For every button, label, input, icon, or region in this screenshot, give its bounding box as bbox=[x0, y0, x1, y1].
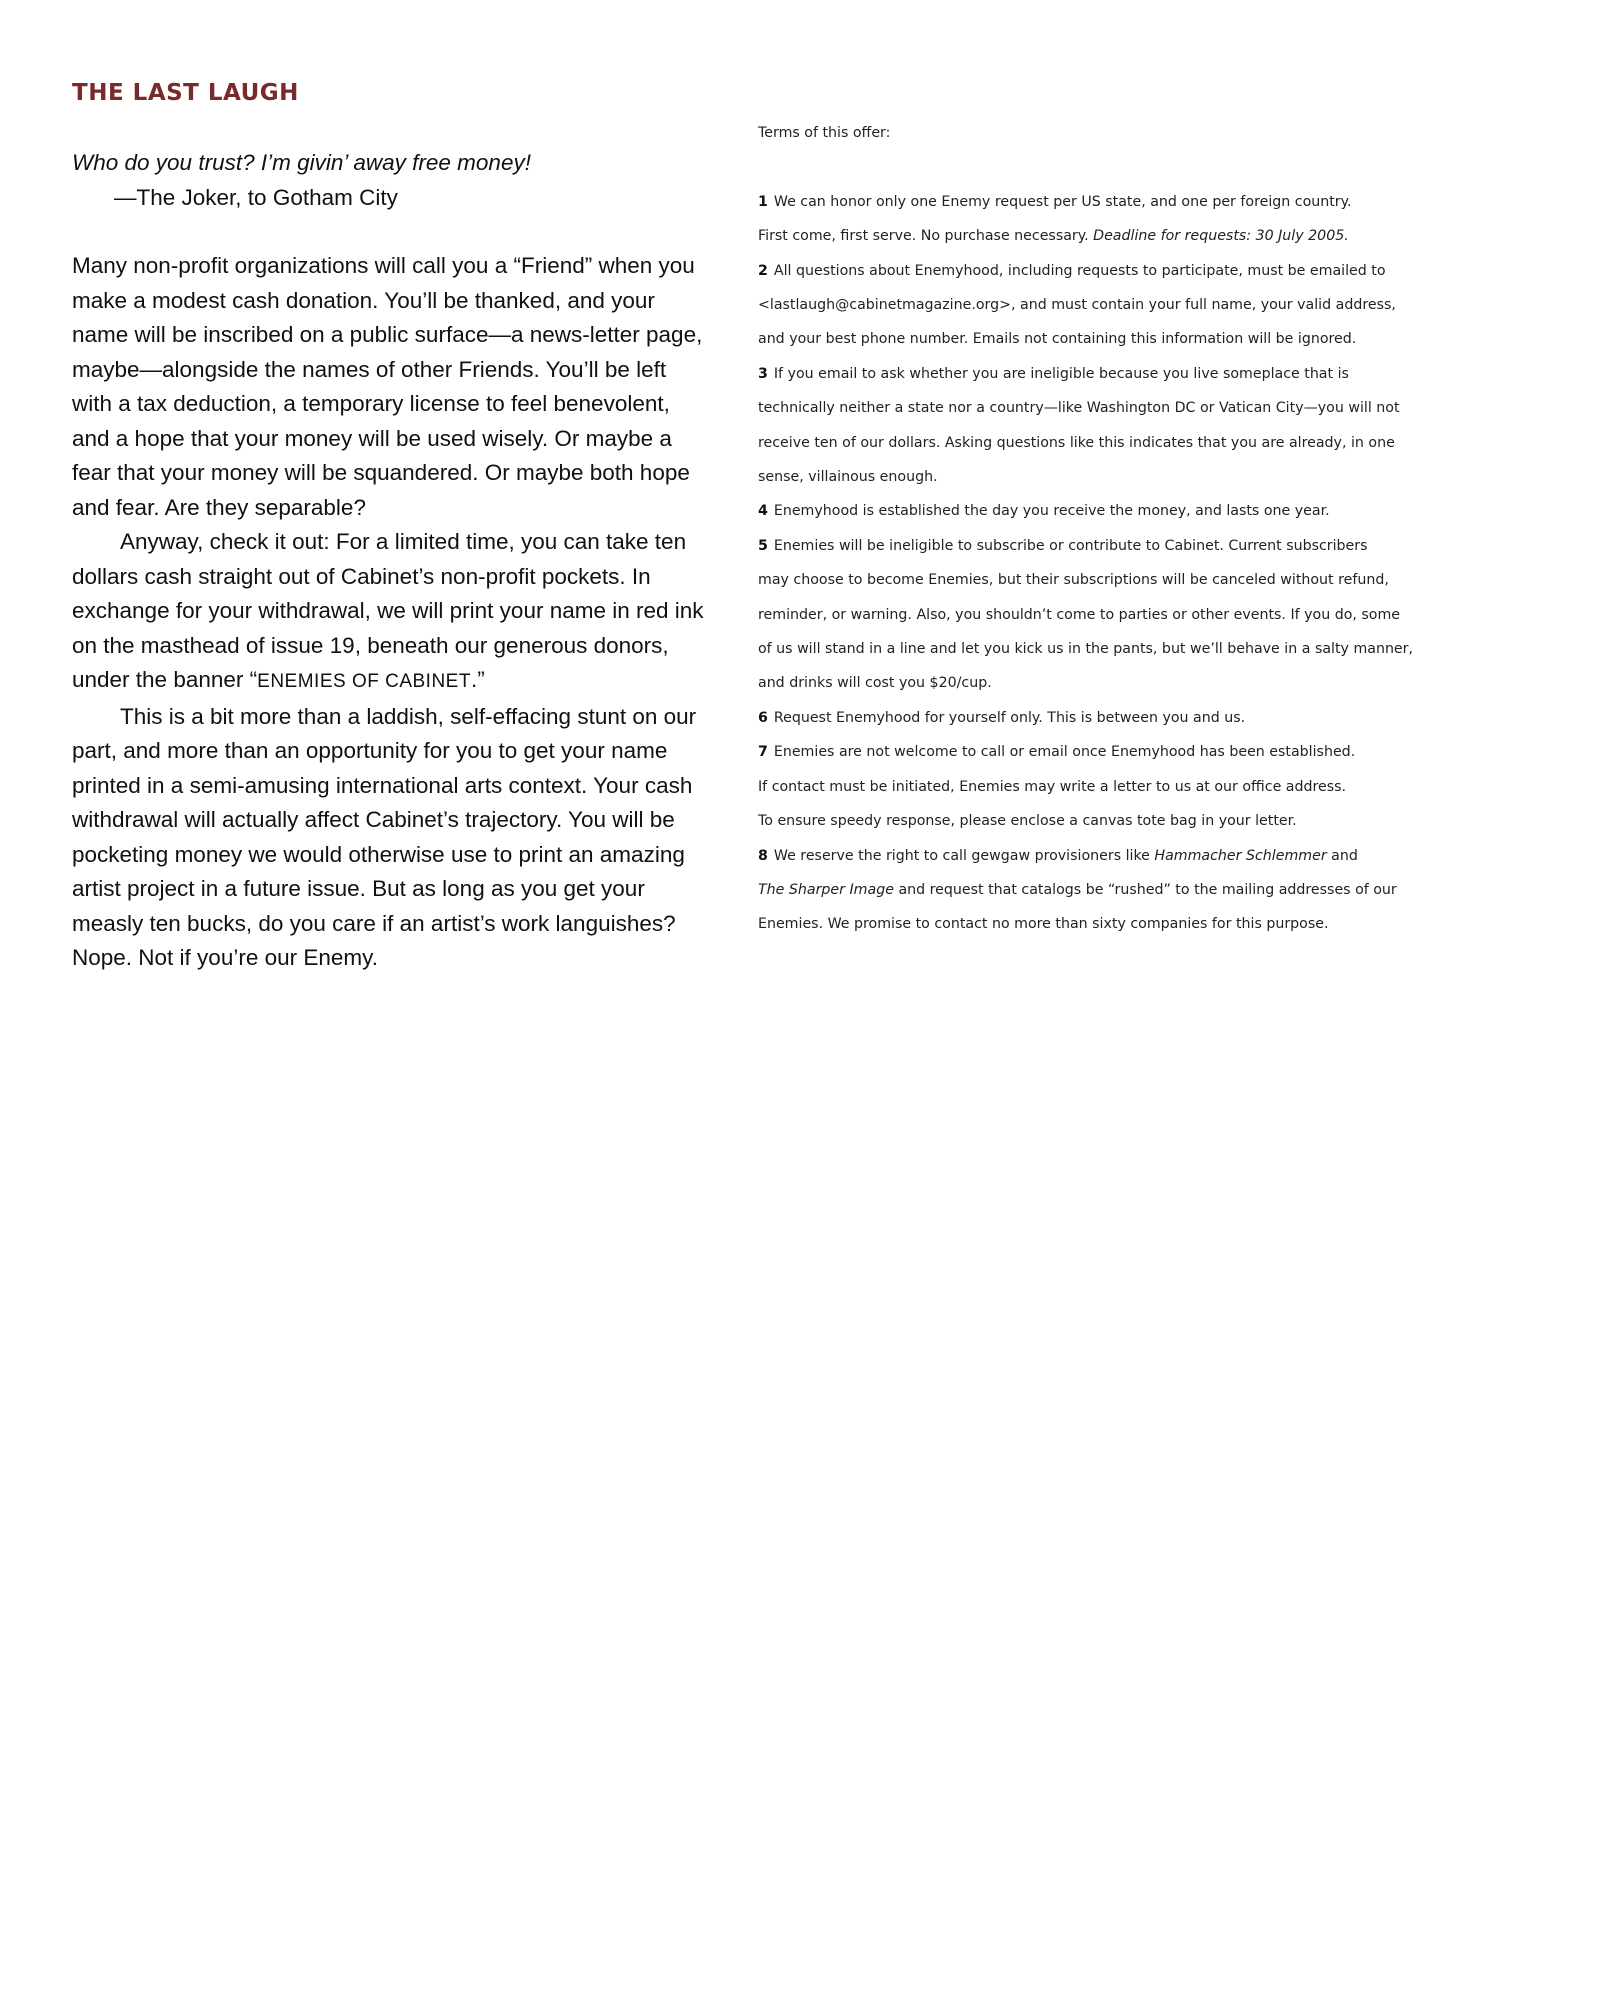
banner-text: ENEMIES OF CABINET bbox=[257, 671, 471, 692]
term-line bbox=[758, 701, 1418, 735]
body-paragraph-2-text: Anyway, check it out: For a limited time, you can take ten dollars cash straight out of Cabinet’s non-profit pockets. In exchange for your withdrawal, we will print your name in red ink on the masthead of issue 19, beneath our generous donors, under the banner “ bbox=[72, 529, 704, 692]
term-text: We can honor only one Enemy request per US state, and one per foreign country. bbox=[773, 193, 1352, 210]
term-number: 7 bbox=[758, 744, 768, 761]
term-line bbox=[758, 185, 1418, 219]
term-number: 4 bbox=[758, 503, 768, 520]
body-paragraph-3: This is a bit more than a laddish, self-effacing stunt on our part, and more than an opportunity for you to get your name printed in a semi-amusing international arts context. Your cash withdrawal will actually affect Cabinet’s trajectory. You will be pocketing money we would otherwise use to print an amazing artist project in a future issue. But as long as you get your measly ten bucks, do you care if an artist’s work languishes? Nope. Not if you’re our Enemy. bbox=[72, 703, 697, 970]
term-line bbox=[758, 254, 1418, 288]
term-line: If contact must be initiated, Enemies may write a letter to us at our office address. bbox=[758, 778, 1347, 795]
term-item-5 bbox=[758, 529, 1418, 701]
term-deadline: Deadline for requests: 30 July 2005. bbox=[1093, 228, 1349, 245]
term-item-6 bbox=[758, 701, 1418, 735]
body-paragraph-1: Many non-profit organizations will call you a “Friend” when you make a modest cash donation. You’ll be thanked, and your name will be inscribed on a public surface—a news-letter page, maybe—alongside the names of other Friends. You’ll be left with a tax deduction, a temporary license to feel benevolent, and a hope that your money will be used wisely. Or maybe a fear that your money will be squandered. Or maybe both hope and fear. Are they separable? bbox=[72, 253, 703, 520]
term-number: 6 bbox=[758, 709, 768, 726]
epigraph-attribution: —The Joker, to Gotham City bbox=[114, 184, 398, 210]
term-line: Enemies. We promise to contact no more than sixty companies for this purpose. bbox=[758, 916, 1329, 933]
term-number: 8 bbox=[758, 847, 768, 864]
term-line bbox=[758, 529, 1418, 563]
term-line bbox=[758, 357, 1418, 391]
term-text: If you email to ask whether you are ineligible because you live someplace that is bbox=[773, 365, 1349, 382]
banner-close: .” bbox=[470, 667, 485, 692]
body-paragraph-2 bbox=[72, 525, 712, 700]
term-line: reminder, or warning. Also, you shouldn’t come to parties or other events. If you do, some bbox=[758, 606, 1401, 623]
term-number: 1 bbox=[758, 193, 768, 210]
term-number: 3 bbox=[758, 365, 768, 382]
term-number: 2 bbox=[758, 262, 768, 279]
terms-heading: Terms of this offer: bbox=[758, 125, 891, 141]
term-text: We reserve the right to call gewgaw provisioners like bbox=[773, 847, 1155, 864]
term-number: 5 bbox=[758, 537, 768, 554]
term-line: <lastlaugh@cabinetmagazine.org>, and must contain your full name, your valid address, bbox=[758, 297, 1396, 314]
term-item-4 bbox=[758, 494, 1418, 528]
term-line: receive ten of our dollars. Asking questions like this indicates that you are already, in one bbox=[758, 434, 1395, 451]
term-line: To ensure speedy response, please enclose a canvas tote bag in your letter. bbox=[758, 813, 1297, 830]
term-text: All questions about Enemyhood, including requests to participate, must be emailed to bbox=[773, 262, 1386, 279]
term-text: and request that catalogs be “rushed” to the mailing addresses of our bbox=[893, 881, 1397, 898]
term-item-8 bbox=[758, 839, 1418, 942]
term-line: sense, villainous enough. bbox=[758, 469, 938, 486]
terms-column bbox=[758, 116, 1418, 942]
term-line: of us will stand in a line and let you kick us in the pants, but we’ll behave in a salty manner, bbox=[758, 641, 1414, 658]
term-text: Enemies are not welcome to call or email once Enemyhood has been established. bbox=[773, 744, 1356, 761]
term-item-3 bbox=[758, 357, 1418, 495]
epigraph bbox=[72, 146, 712, 215]
term-item-2 bbox=[758, 254, 1418, 357]
term-item-7 bbox=[758, 735, 1418, 838]
term-line: and drinks will cost you $20/cup. bbox=[758, 675, 992, 692]
term-line bbox=[758, 735, 1418, 769]
article-title: THE LAST LAUGH bbox=[72, 80, 299, 106]
term-text: and bbox=[1326, 847, 1358, 864]
term-text: Request Enemyhood for yourself only. This is between you and us. bbox=[773, 709, 1246, 726]
term-item-1 bbox=[758, 185, 1418, 254]
epigraph-quote: Who do you trust? I’m givin’ away free money! bbox=[72, 150, 531, 175]
term-line bbox=[758, 494, 1418, 528]
term-line: may choose to become Enemies, but their subscriptions will be canceled without refund, bbox=[758, 572, 1389, 589]
term-text: Enemies will be ineligible to subscribe or contribute to Cabinet. Current subscribers bbox=[773, 537, 1368, 554]
company-name: Hammacher Schlemmer bbox=[1154, 847, 1327, 864]
term-line bbox=[758, 873, 1418, 907]
term-text: First come, first serve. No purchase necessary. bbox=[758, 228, 1089, 245]
term-text: Enemyhood is established the day you receive the money, and lasts one year. bbox=[773, 503, 1330, 520]
term-line: and your best phone number. Emails not containing this information will be ignored. bbox=[758, 331, 1357, 348]
article-column bbox=[72, 78, 712, 976]
term-line bbox=[758, 219, 1418, 253]
term-line: technically neither a state nor a country—like Washington DC or Vatican City—you will not bbox=[758, 400, 1400, 417]
term-line bbox=[758, 839, 1418, 873]
company-name: The Sharper Image bbox=[758, 881, 894, 898]
